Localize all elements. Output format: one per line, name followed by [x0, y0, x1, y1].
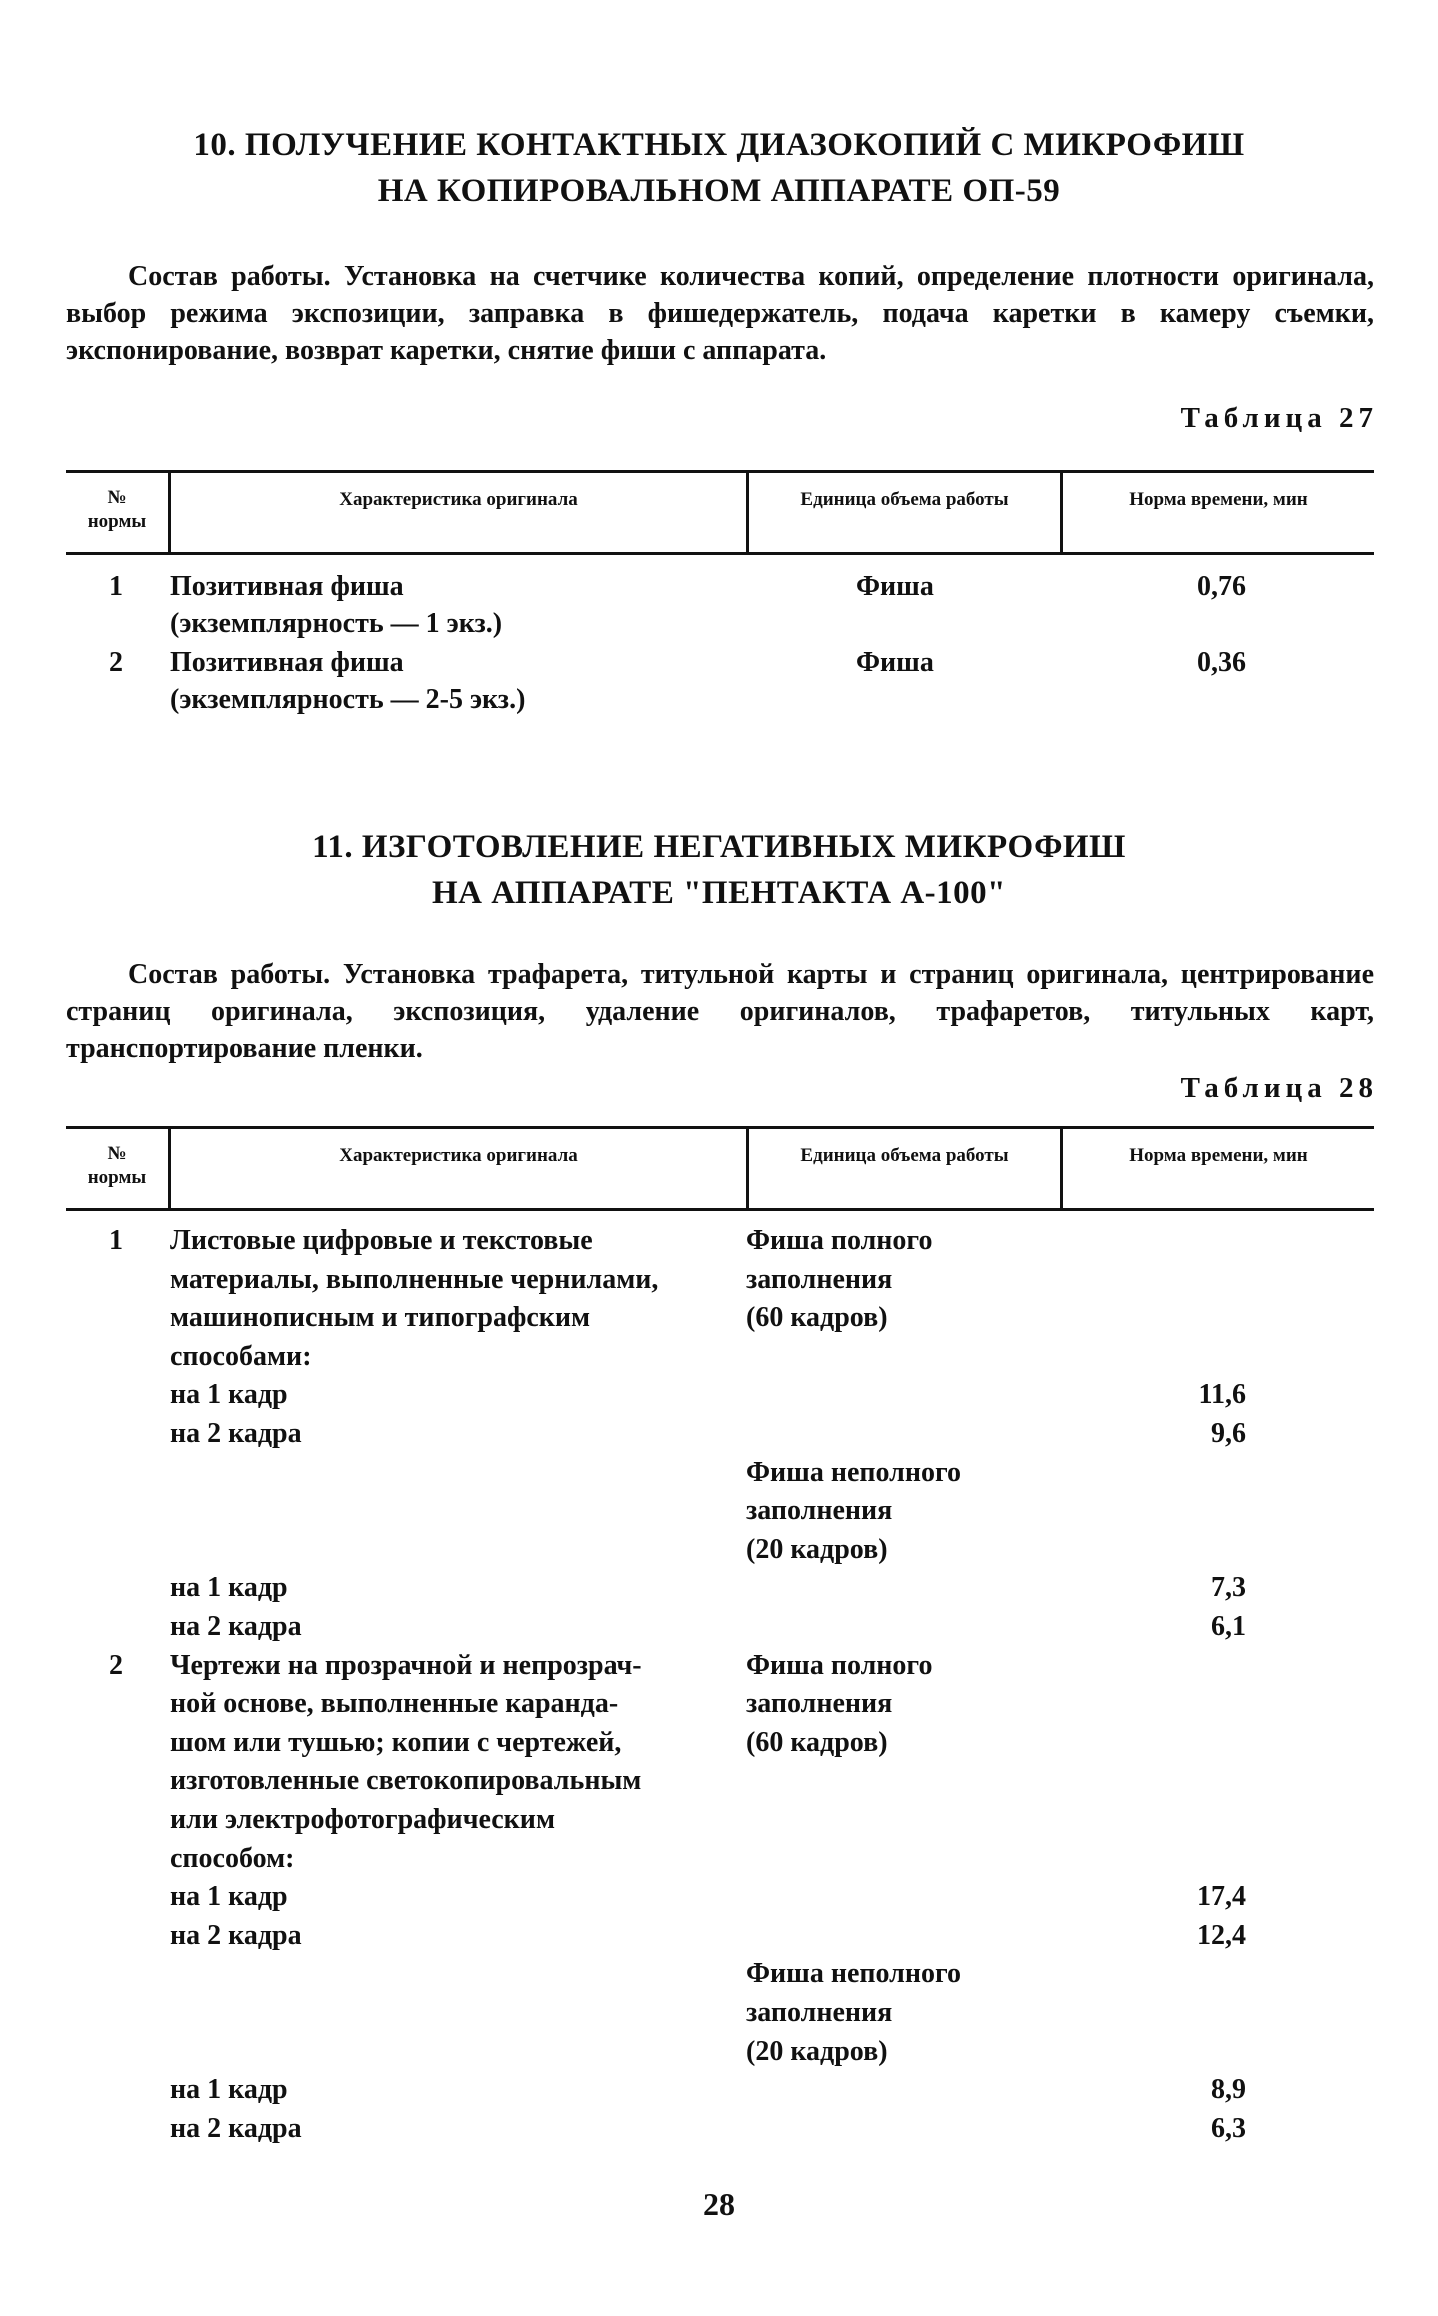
unit-text: Фиша полного: [746, 1225, 933, 1256]
characteristic-text: на 2 кадра: [170, 2112, 302, 2144]
table-line: [86, 1801, 1374, 1840]
table-27-divider: [168, 472, 171, 554]
section-11-title-line-2: НА АППАРАТЕ "ПЕНТАКТА А-100": [432, 875, 1006, 911]
table-28-header-unit: Единица объема работы: [800, 1145, 1009, 1166]
table-line: [86, 1222, 1374, 1261]
section-10-title-line-1: 10. ПОЛУЧЕНИЕ КОНТАКТНЫХ ДИАЗОКОПИЙ С МИКРОФИШ: [193, 127, 1245, 163]
table-28-header-characteristic: Характеристика оригинала: [339, 1145, 578, 1166]
characteristic-text: на 1 кадр: [170, 1881, 288, 1913]
norm-number: 2: [109, 1649, 123, 1681]
unit-text: Фиша неполного: [746, 1456, 962, 1488]
norm-number: 1: [109, 1225, 123, 1256]
characteristic-text: на 2 кадра: [170, 1418, 302, 1449]
unit-text: (20 кадров): [746, 2035, 888, 2067]
table-28-header-number: № нормы: [87, 1143, 147, 1188]
characteristic-text: изготовленные светокопировальным: [170, 1765, 642, 1797]
table-28-header-norm: Норма времени, мин: [1129, 1145, 1308, 1166]
norm-value: 7,3: [1211, 1572, 1246, 1604]
table-line: [86, 1994, 1374, 2033]
table-27-header-number: № нормы: [87, 487, 147, 532]
table-line: [86, 1338, 1374, 1377]
table-27-divider: [746, 472, 749, 554]
table-27-top-rule: [66, 470, 1374, 473]
table-28-top-rule: [66, 1126, 1374, 1129]
unit-text: заполнения: [746, 1263, 893, 1295]
section-11-title: [0, 824, 1438, 916]
table-line: [86, 1492, 1374, 1531]
table-line: [86, 1454, 1374, 1493]
unit-text: заполнения: [746, 1688, 893, 1720]
table-27-caption: Таблица 27: [1180, 402, 1378, 434]
table-line: [86, 1685, 1374, 1724]
unit-text: Фиша неполного: [746, 1958, 962, 1990]
table-28-header-rule: [66, 1208, 1374, 1211]
norm-value: 8,9: [1211, 2074, 1246, 2106]
table-27-header-rule: [66, 552, 1374, 555]
characteristic-text: ной основе, выполненные каранда-: [170, 1688, 619, 1720]
table-line: [86, 1647, 1374, 1686]
table-line: [86, 1878, 1374, 1917]
section-10-title: [0, 122, 1438, 214]
unit-text: (60 кадров): [746, 1302, 888, 1334]
table-line: [86, 1415, 1374, 1454]
work-text: Установка трафарета, титульной карты и страниц оригинала, центрирование страниц оригинала, экспозиция, удаление оригиналов, трафаретов, титульных карт, транспортирование пленки.: [66, 959, 1374, 1064]
work-lead: Состав работы.: [128, 959, 331, 990]
unit-text: (60 кадров): [746, 1726, 888, 1758]
characteristic-text: Чертежи на прозрачной и непрозрач-: [170, 1649, 642, 1681]
norm-value: 11,6: [1198, 1379, 1246, 1411]
table-line: [86, 1261, 1374, 1300]
table-line: [86, 1917, 1374, 1956]
unit-text: (20 кадров): [746, 1533, 888, 1565]
table-27-header-characteristic: Характеристика оригинала: [339, 489, 578, 510]
table-line: [86, 1376, 1374, 1415]
table-line: [86, 1955, 1374, 1994]
characteristic-text: на 1 кадр: [170, 1379, 288, 1411]
norm-value: 6,1: [1211, 1611, 1246, 1642]
norm-value: 9,6: [1211, 1418, 1246, 1449]
page-number: 28: [703, 2186, 735, 2222]
table-line: [86, 1840, 1374, 1879]
characteristic-text: способом:: [170, 1842, 295, 1874]
table-28-divider: [746, 1128, 749, 1210]
table-28-caption: Таблица 28: [1180, 1072, 1378, 1104]
norm-value: 17,4: [1197, 1881, 1246, 1913]
characteristic-text: материалы, выполненные чернилами,: [170, 1263, 659, 1295]
norm-value: 6,3: [1211, 2112, 1246, 2144]
characteristic-text: на 1 кадр: [170, 2074, 288, 2106]
work-lead: Состав работы.: [128, 261, 331, 292]
characteristic-text: на 2 кадра: [170, 1919, 302, 1951]
table-line: [86, 2071, 1374, 2110]
section-11-work-description: [66, 956, 1374, 1067]
norm-value: 12,4: [1197, 1919, 1246, 1951]
table-28-divider: [168, 1128, 171, 1210]
characteristic-text: способами:: [170, 1340, 312, 1372]
characteristic-text: или электрофотографическим: [170, 1804, 556, 1835]
work-text: Установка на счетчике количества копий, определение плотности оригинала, выбор режима экспозиции, заправка в фишедержатель, подача каретки в камеру съемки, экспонирование, возврат каретки, снятие фиши с аппарата.: [66, 261, 1375, 366]
characteristic-text: на 1 кадр: [170, 1572, 288, 1604]
table-line: [86, 1724, 1374, 1763]
table-28-divider: [1060, 1128, 1063, 1210]
characteristic-text: на 2 кадра: [170, 1611, 302, 1642]
unit-text: заполнения: [746, 1495, 893, 1527]
characteristic-text: шом или тушью; копии с чертежей,: [170, 1726, 622, 1758]
table-line: [86, 1569, 1374, 1608]
unit-text: заполнения: [746, 1997, 893, 2028]
section-10-work-description: [66, 258, 1374, 369]
table-row: 2 Позитивная фиша (экземплярность — 2-5 экз.) Фиша 0,36: [109, 647, 1246, 715]
table-row: 1 Позитивная фиша (экземплярность — 1 экз.) Фиша 0,76: [109, 571, 1246, 639]
table-line: [86, 1608, 1374, 1647]
table-line: [86, 1762, 1374, 1801]
section-11-title-line-1: 11. ИЗГОТОВЛЕНИЕ НЕГАТИВНЫХ МИКРОФИШ: [312, 829, 1126, 865]
table-27-divider: [1060, 472, 1063, 554]
section-10-title-line-2: НА КОПИРОВАЛЬНОМ АППАРАТЕ ОП-59: [377, 173, 1061, 209]
characteristic-text: Листовые цифровые и текстовые: [170, 1225, 593, 1256]
table-27-body: [86, 568, 1374, 720]
table-27-header-unit: Единица объема работы: [800, 489, 1009, 510]
table-line: [86, 2110, 1374, 2149]
characteristic-text: машинописным и типографским: [170, 1302, 591, 1334]
table-line: [86, 2033, 1374, 2072]
table-line: [86, 1531, 1374, 1570]
unit-text: Фиша полного: [746, 1649, 933, 1681]
table-27-header-norm: Норма времени, мин: [1129, 489, 1308, 510]
table-line: [86, 1299, 1374, 1338]
